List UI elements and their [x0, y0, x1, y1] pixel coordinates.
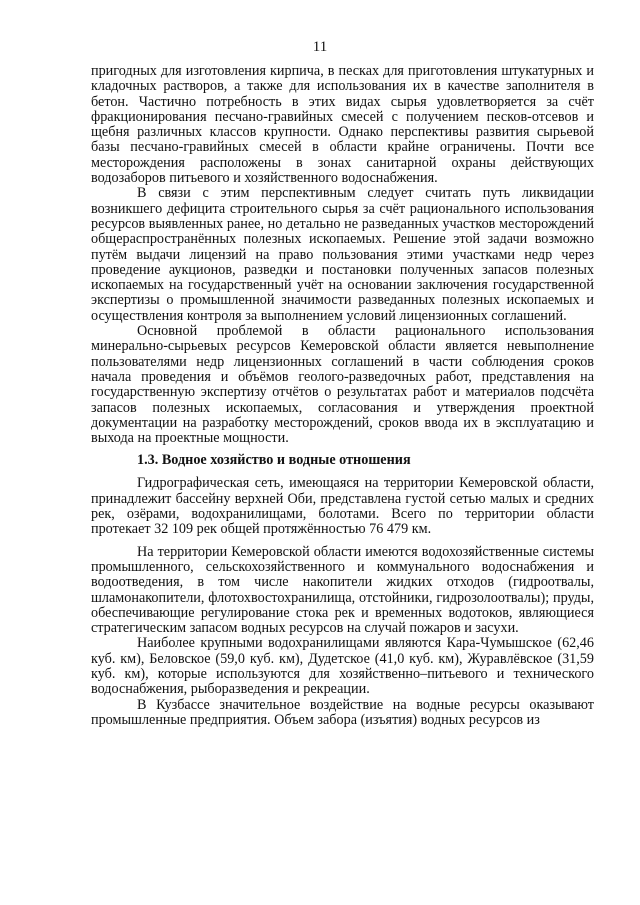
section-heading: 1.3. Водное хозяйство и водные отношения	[137, 452, 411, 469]
paragraph-main-problem: Основной проблемой в области рационального использования минерально-сырьевых ресурсов Кемеровской области является невыполнение пользователями недр лицензионных соглашений в части соблюдения сроков начала проведения и объёмов геолого-разведочных работ, представления на государственную экспертизу отчётов о результатах работ и материалов подсчёта запасов полезных ископаемых, согласования и утверждения проектной документации на разработку месторождений, сроков ввода их в эксплуатацию и выхода на проектные мощности.	[91, 323, 594, 447]
paragraph-reservoirs: Наиболее крупными водохранилищами являются Кара-Чумышское (62,46 куб. км), Беловское (59,0 куб. км), Дудетское (41,0 куб. км), Журавлёвское (31,59 куб. км), которые используются для хозяйственно–питьевого и технического водоснабжения, рыборазведения и рекреации.	[91, 635, 594, 698]
page-body	[91, 64, 594, 728]
paragraph-industrial-impact: В Кузбассе значительное воздействие на водные ресурсы оказывают промышленные предприятия. Объем забора (изъятия) водных ресурсов из	[91, 696, 594, 728]
paragraph-deficit-solution: В связи с этим перспективным следует считать путь ликвидации возникшего дефицита строительного сырья за счёт рационального использования ресурсов выявленных ранее, но детально не разведанных участков месторождений общераспространённых полезных ископаемых. Решение этой задачи возможно путём выдачи лицензий на право пользования этими участками недр через проведение аукционов, разведки и постановки полученных запасов полезных ископаемых на государственный учёт на основании заключения государственной экспертизы о промышленной значимости разведанных полезных ископаемых и осуществления контроля за выполнением условий лицензионных соглашений.	[91, 185, 594, 324]
page-number: 11	[312, 39, 328, 55]
paragraph-continued: пригодных для изготовления кирпича, в песках для приготовления штукатурных и кладочных растворов, а также для использования их в качестве заполнителя в бетон. Частично потребность в этих видах сырья удовлетворяется за счёт фракционирования песчано-гравийных смесей с получением песков-отсевов и щебня различных классов крупности. Однако перспективы развития сырьевой базы песчано-гравийных смесей в области крайне ограничены. Почти все месторождения расположены в зонах санитарной охраны действующих водозаборов питьевого и хозяйственного водоснабжения.	[91, 63, 594, 187]
paragraph-hydrographic-network: Гидрографическая сеть, имеющаяся на территории Кемеровской области, принадлежит бассейну верхней Оби, представлена густой сетью малых и средних рек, озёрами, водохранилищами, болотами. Всего по территории области протекает 32 109 рек общей протяжённостью 76 479 км.	[91, 475, 594, 538]
paragraph-water-systems: На территории Кемеровской области имеются водохозяйственные системы промышленного, сельскохозяйственного и коммунального водоснабжения и водоотведения, в том числе накопители жидких отходов (гидроотвалы, шламонакопители, флотохвостохранилища, отстойники, гидрозолоотвалы); пруды, обеспечивающие регулирование стока рек и временных водотоков, являющиеся стратегическим запасом водных ресурсов на случай пожаров и засухи.	[91, 543, 594, 637]
